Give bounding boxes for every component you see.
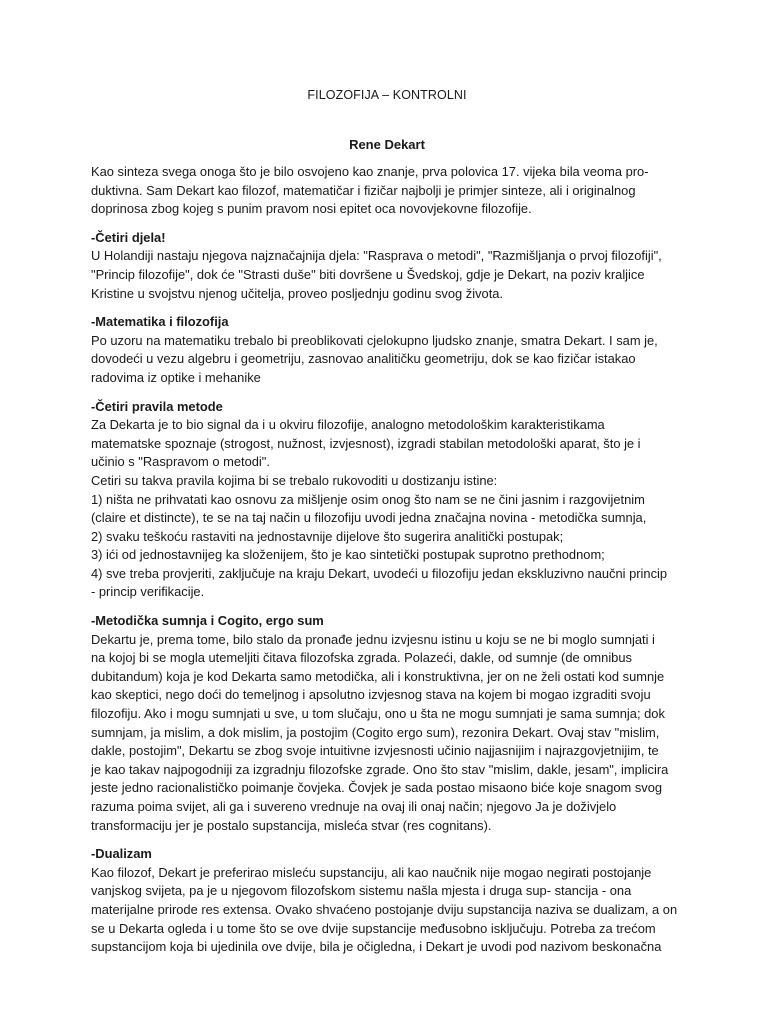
- paragraph-line: dubitandum) koja je kod Dekarta samo metodička, ali i konstruktivna, jer on ne želi ostati kod sumnje: [91, 668, 665, 684]
- section-title: -Matematika i filozofija: [91, 314, 229, 330]
- paragraph-line: transformaciju jer je postalo supstancija, misleća stvar (res cognitans).: [91, 817, 492, 833]
- section-paragraph: [91, 864, 683, 957]
- paragraph-line: jeste jedno racionalističko poimanje čovjeka. Čovjek je sada postao misaono biće koje snagom svog: [91, 780, 663, 796]
- paragraph-line: supstancijom koja bi ujedinila ove dvije, bila je očigledna, i Dekart je uvodi pod nazivom beskonačna: [91, 939, 662, 955]
- section-title: -Dualizam: [91, 846, 152, 862]
- paragraph-line: - princip verifikacije.: [91, 584, 205, 600]
- paragraph-line: radovima iz optike i mehanike: [91, 369, 261, 385]
- section-methodical-doubt: [91, 612, 683, 835]
- paragraph-line: na kojoj bi se mogla utemeljiti čitava filozofska zgrada. Polazeći, dakle, od sumnje (de omnibus: [91, 650, 632, 666]
- document-title: FILOZOFIJA – KONTROLNI: [307, 88, 467, 102]
- paragraph-line: (claire et distincte), te se na taj način u filozofiju uvodi jedna značajna novina - metodička sumnja,: [91, 510, 647, 526]
- section-paragraph: [91, 332, 683, 388]
- section-dualism: [91, 845, 683, 957]
- paragraph-line: Po uzoru na matematiku trebalo bi preoblikovati cjelokupno ljudsko znanje, smatra Dekart. I sam je,: [91, 332, 658, 348]
- document-heading: Rene Dekart: [349, 137, 425, 152]
- paragraph-line: Cetiri su takva pravila kojima bi se trebalo rukovoditi u dostizanju istine:: [91, 472, 498, 488]
- section-paragraph: [91, 631, 683, 836]
- paragraph-line: Kao filozof, Dekart je preferirao misleću supstanciju, ali kao naučnik nije mogao negirati postojanje: [91, 864, 652, 880]
- paragraph-line: 1) ništa ne prihvatati kao osnovu za mišljenje osim onog što nam se ne čini jasnim i razgovijetnim: [91, 491, 645, 507]
- paragraph-line: Kao sinteza svega onoga što je bilo osvojeno kao znanje, prva polovica 17. vijeka bila veoma pro-: [91, 164, 649, 179]
- paragraph-line: duktivna. Sam Dekart kao filozof, matematičar i fizičar najbolji je primjer sinteze, ali i originalnog: [91, 182, 636, 198]
- paragraph-line: je kao takav najpogodniji za izgradnju filozofske zgrade. Ono što stav "mislim, dakle, jesam", implicira: [91, 761, 669, 777]
- section-paragraph: [91, 247, 683, 303]
- paragraph-line: filozofiju. Ako i mogu sumnjati u sve, u tom slučaju, ono u šta ne mogu sumnjati je sama sumnja; dok: [91, 706, 665, 722]
- paragraph-line: sumnjam, ja mislim, a dok mislim, ja postojim (Cogito ergo sum), rezonira Dekart. Ovaj stav "mislim,: [91, 724, 660, 740]
- paragraph-line: dakle, postojim", Dekartu se zbog svoje intuitivne izvjesnosti učinio najjasnijim i najrazgovjetnijim, te: [91, 743, 659, 759]
- paragraph-line: Za Dekarta je to bio signal da i u okviru filozofije, analogno metodološkim karakteristikama: [91, 417, 605, 433]
- paragraph-line: razuma poima svijet, ali ga i suvereno vrednuje na ovaj ili onaj način; njegovo Ja je doživjelo: [91, 799, 617, 814]
- paragraph-line: 2) svaku teškoću rastaviti na jednostavnije dijelove što sugerira analitički postupak;: [91, 528, 564, 544]
- section-math-philosophy: [91, 313, 683, 387]
- paragraph-line: dovodeći u vezu algebru i geometriju, zasnovao analitičku geometriju, dok se kao fizičar istakao: [91, 351, 636, 367]
- paragraph-line: doprinosa zbog kojeg s punim pravom nosi epitet oca novovjekovne filozofije.: [91, 201, 532, 217]
- document-page: [91, 86, 683, 957]
- paragraph-line: U Holandiji nastaju njegova najznačajnija djela: "Rasprava o metodi", "Razmišljanja o prvoj filozofiji",: [91, 248, 662, 264]
- section-paragraph: [91, 416, 683, 602]
- section-four-rules: [91, 398, 683, 603]
- section-title: -Četiri djela!: [91, 229, 166, 245]
- paragraph-line: matematske spoznaje (strogost, nužnost, izvjesnost), izgradi stabilan metodološki aparat, što je i: [91, 435, 641, 451]
- section-four-works: [91, 229, 683, 303]
- paragraph-line: "Princip filozofije", dok će "Strasti duše" biti dovršene u Švedskoj, gdje je Dekart, na poziv kraljice: [91, 266, 645, 282]
- paragraph-line: Kristine u svojstvu njenog učitelja, proveo posljednju godinu svog života.: [91, 285, 504, 301]
- paragraph-line: materijalne prirode res extensa. Ovako shvaćeno postojanje dviju supstancija naziva se dualizam, a on: [91, 901, 678, 917]
- intro-paragraph: [91, 163, 683, 219]
- paragraph-line: učinio s "Raspravom o metodi".: [91, 454, 270, 470]
- paragraph-line: 3) ići od jednostavnijeg ka složenijem, što je kao sintetički postupak suprotno prethodnom;: [91, 547, 605, 563]
- paragraph-line: 4) sve treba provjeriti, zaključuje na kraju Dekart, uvodeći u filozofiju jedan ekskluzivno naučni princip: [91, 565, 668, 581]
- section-title: -Četiri pravila metode: [91, 398, 223, 414]
- paragraph-line: Dekartu je, prema tome, bilo stalo da pronađe jednu izvjesnu istinu u koju se ne bi moglo sumnjati i: [91, 631, 655, 647]
- paragraph-line: vanjskog svijeta, pa je u njegovom filozofskom sistemu našla mjesta i druga sup- stancija - ona: [91, 883, 632, 899]
- paragraph-line: kao skeptici, nego doći do temeljnog i apsolutno izvjesnog stava na kojem bi mogao izgraditi svoju: [91, 687, 651, 703]
- section-title: -Metodička sumnja i Cogito, ergo sum: [91, 613, 324, 629]
- paragraph-line: se u Dekarta ogleda i u tome što se ove dvije supstancije međusobno isključuju. Potreba za trećom: [91, 920, 656, 936]
